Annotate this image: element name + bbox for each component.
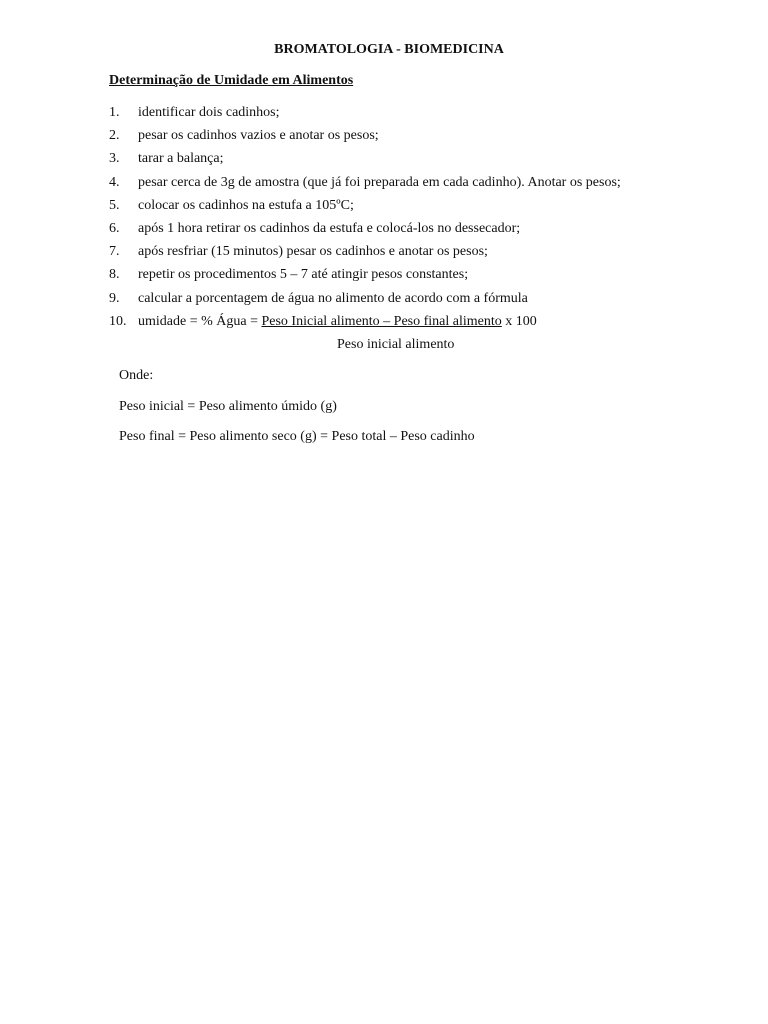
list-item [109,243,729,266]
list-item [109,220,729,243]
moisture-formula [138,313,537,331]
step-text: pesar os cadinhos vazios e anotar os pesos; [138,128,379,144]
list-item [109,104,729,127]
step-number: 4. [109,174,120,190]
list-item [109,290,729,313]
step-text: após resfriar (15 minutos) pesar os cadinhos e anotar os pesos; [138,244,488,260]
step-number: 2. [109,128,120,144]
note-onde: Onde: [119,368,154,383]
list-item [109,127,729,150]
formula-denominator: Peso inicial alimento [337,337,455,352]
step-number: 5. [109,197,120,213]
list-item [109,197,729,220]
note-peso-final: Peso final = Peso alimento seco (g) = Peso total – Peso cadinho [119,429,475,444]
list-item [109,266,729,289]
step-text: após 1 hora retirar os cadinhos da estufa e colocá-los no dessecador; [138,220,521,236]
step-text: repetir os procedimentos 5 – 7 até atingir pesos constantes; [138,267,469,283]
formula-suffix: x 100 [501,314,537,329]
document-title: BROMATOLOGIA - BIOMEDICINA [274,42,504,57]
step-number: 8. [109,267,120,283]
step-text: identificar dois cadinhos; [138,105,280,120]
step-text: colocar os cadinhos na estufa a 105ºC; [138,197,354,213]
step-number: 9. [109,290,120,306]
formula-prefix: umidade = % Água = [138,314,262,329]
list-item [109,174,729,197]
formula-step-number: 10. [109,314,127,329]
step-text: pesar cerca de 3g de amostra (que já foi preparada em cada cadinho). Anotar os pesos; [138,174,621,190]
section-title: Determinação de Umidade em Alimentos [109,73,354,88]
step-number: 1. [109,105,120,120]
formula-numerator: Peso Inicial alimento – Peso final alimento [261,314,502,329]
list-item [109,150,729,173]
step-number: 3. [109,151,120,167]
step-text: tarar a balança; [138,151,224,167]
step-number: 7. [109,244,120,260]
step-number: 6. [109,220,120,236]
procedure-steps-list [109,104,729,313]
note-peso-inicial: Peso inicial = Peso alimento úmido (g) [119,399,337,414]
step-text: calcular a porcentagem de água no alimento de acordo com a fórmula [138,290,528,306]
